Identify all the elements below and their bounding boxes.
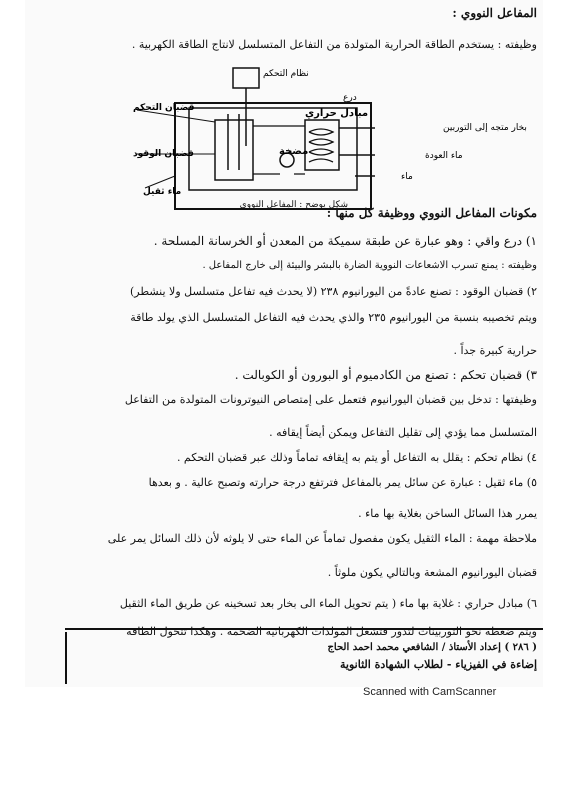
diagram-caption: شكل يوضح : المفاعل النووي xyxy=(239,200,348,210)
text-line: وظيفتها : تدخل بين قضبان اليورانيوم فتعمل على إمتصاص النيوترونات المتولدة من التفاعل xyxy=(124,393,537,406)
label-control-rods: قضبان التحكم xyxy=(133,103,195,113)
label-heavy-water: ماء ثقيل xyxy=(143,187,182,197)
label-fuel-rods: قضبان الوقود xyxy=(133,149,194,159)
label-control-system: نظام التحكم xyxy=(263,69,309,79)
control-system-box xyxy=(233,68,259,88)
reactor-diagram xyxy=(25,58,543,218)
text-line: ٤) نظام تحكم : يقلل به التفاعل أو يتم به إيقافه تماماً وذلك عبر قضبان التحكم . xyxy=(176,451,537,464)
heat-exchanger-coil xyxy=(309,129,333,162)
label-return-water: ماء العودة xyxy=(425,151,463,161)
scanned-page xyxy=(25,0,543,687)
components-title: مكونات المفاعل النووي ووظيفة كل منها : xyxy=(326,206,537,220)
label-water: ماء xyxy=(401,172,413,182)
text-line: ملاحظة مهمة : الماء الثقيل يكون مفصول تماماً عن الماء حتى لا يلوثه لأن ذلك السائل يمر على xyxy=(107,532,537,545)
function-line: وظيفته : يستخدم الطاقة الحرارية المتولدة من التفاعل المتسلسل لانتاج الطاقة الكهربية . xyxy=(131,38,537,51)
text-line: وظيفته : يمنع تسرب الاشعاعات النووية الضارة بالبشر والبيئة إلى خارج المفاعل . xyxy=(202,260,537,271)
camscanner-watermark: Scanned with CamScanner xyxy=(363,686,497,698)
text-line: ٥) ماء ثقيل : عبارة عن سائل يمر بالمفاعل فترتفع درجة حرارته وتصبح عالية . و بعدها xyxy=(148,476,537,489)
label-heat-exchanger: مبادل حراري xyxy=(305,108,369,119)
text-line: ويتم ضغطه نحو التوربينات لتدور فتشغل المولدات الكهربائية الضخمة . وهكذا تتحول الطاقة xyxy=(126,625,537,638)
text-line: قضبان اليورانيوم المشعة وبالتالي يكون ملوثاً . xyxy=(327,566,537,579)
text-line: ٣) قضبان تحكم : تصنع من الكادميوم أو البورون أو الكوبالت . xyxy=(234,368,537,382)
text-line: ٢) قضبان الوقود : تصنع عادةً من اليورانيوم ٢٣٨ (لا يحدث فيه تفاعل متسلسل ولا ينشطر) xyxy=(129,285,537,298)
label-pump: مضخة xyxy=(279,146,309,157)
page-heading: المفاعل النووي : xyxy=(452,6,537,20)
text-line: المتسلسل مما يؤدي إلى تقليل التفاعل ويمكن أيضاً إيقافه . xyxy=(269,426,537,439)
text-line: ١) درع واقي : وهو عبارة عن طبقة سميكة من المعدن أو الخرسانة المسلحة . xyxy=(153,234,537,248)
reactor-core xyxy=(215,120,253,180)
label-shield: درع xyxy=(343,93,357,103)
footer-title: إضاءة في الفيزياء - لطلاب الشهادة الثانوية xyxy=(340,658,537,671)
footer-author: ( ٢٨٦ ) إعداد الأستاذ / الشافعي محمد احمد الحاج xyxy=(327,642,537,653)
footer-rule xyxy=(65,628,543,630)
text-line: ويتم تخصيبه بنسبة من اليورانيوم ٢٣٥ والذي يحدث فيه التفاعل المتسلسل الذي يولد طاقة xyxy=(130,311,537,324)
label-steam: بخار متجه إلى التوربين xyxy=(443,123,527,133)
text-line: ٦) مبادل حراري : غلاية بها ماء ( يتم تحويل الماء الى بخار بعد تسخينه عن طريق الماء الثقيل xyxy=(119,597,537,610)
text-line: يمرر هذا السائل الساخن بغلاية بها ماء . xyxy=(358,507,537,520)
text-line: حرارية كبيرة جداً . xyxy=(453,344,537,357)
